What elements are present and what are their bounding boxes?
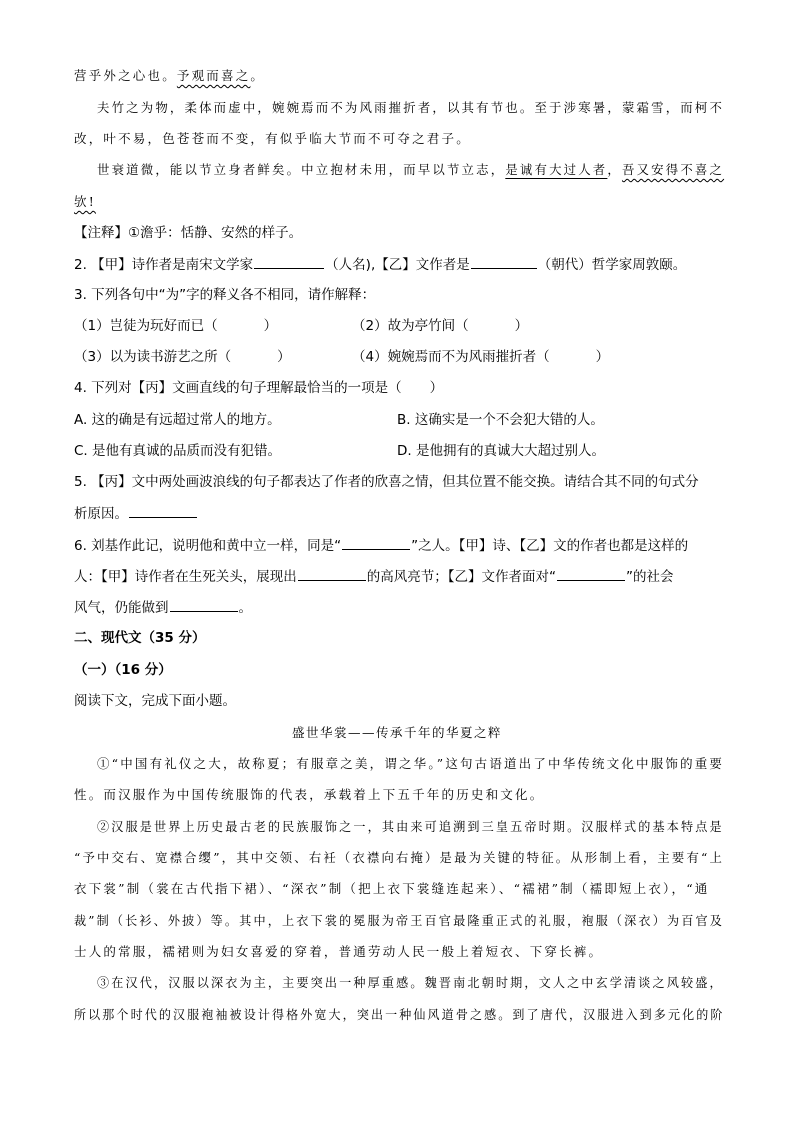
article-line: 所以那个时代的汉服袍袖被设计得格外宽大，突出一种仙风道骨之感。到了唐代，汉服进入到多元化的阶 xyxy=(74,1007,725,1022)
article-line: 性。而汉服作为中国传统服饰的代表，承载着上下五千年的历史和文化。 xyxy=(74,787,545,802)
instruction-text: 阅读下文，完成下面小题。 xyxy=(74,693,236,709)
option-c[interactable]: C. 是他有真诚的品质而没有犯错。 xyxy=(74,443,282,459)
option-text: （3）以为读书游艺之所（ xyxy=(74,349,232,365)
passage-text: 。 xyxy=(250,68,266,83)
article-line: ①“中国有礼仪之大，故称夏；有服章之美，谓之华。”这句古语道出了中华传统文化中服饰的重要 xyxy=(97,756,725,771)
question-3-option-1 xyxy=(74,316,277,336)
option-text: （4）婉婉焉而不为风雨摧折者（ xyxy=(352,349,550,365)
question-5-line: 5. 【丙】文中两处画波浪线的句子都表达了作者的欣喜之情，但其位置不能交换。请结合其不同的句式分 xyxy=(74,474,699,490)
option-text: ） xyxy=(277,349,291,365)
article-line: 衣下裳”制（裳在古代指下裙）、“深衣”制（把上衣下裳缝连起来）、“襦裙”制（襦即短上衣），“通 xyxy=(74,881,710,896)
passage-line xyxy=(97,160,724,180)
article-line: ③在汉代，汉服以深衣为主，主要突出一种厚重感。魏晋南北朝时期，文人之中玄学清谈之风较盛， xyxy=(97,975,724,990)
question-text: 6. 刘基作此记，说明他和黄中立一样，同是“ xyxy=(74,538,342,554)
passage-text: 世衰道微，能以节立身者鲜矣。中立抱材未用，而早以节立志， xyxy=(97,162,506,177)
question-3-option-3 xyxy=(74,347,291,367)
section-heading: 二、现代文（35 分） xyxy=(74,630,206,646)
question-text: 。 xyxy=(238,600,252,616)
article-line: ②汉服是世界上历史最古老的民族服饰之一，其由来可追溯到三皇五帝时期。汉服样式的基本特点是 xyxy=(97,819,724,834)
question-6-line xyxy=(74,566,674,587)
question-text: 2. 【甲】诗作者是南宋文学家 xyxy=(74,257,254,273)
answer-blank[interactable] xyxy=(342,535,410,550)
question-text: ”之人。【甲】诗、【乙】文的作者也都是这样的 xyxy=(411,538,689,554)
question-text: 析原因。 xyxy=(74,506,128,522)
wavy-underlined-sentence: 吾又安得不喜之 xyxy=(621,162,725,177)
question-3-option-2 xyxy=(352,316,528,336)
option-text: ） xyxy=(514,318,529,334)
article-line: 士人的常服，襦裙则为妇女喜爱的穿着，普通劳动人民一般上着短衣、下穿长裤。 xyxy=(74,944,604,959)
question-3-option-4 xyxy=(352,347,609,367)
option-d[interactable]: D. 是他拥有的真诚大大超过别人。 xyxy=(397,443,605,459)
answer-blank[interactable] xyxy=(298,566,366,581)
passage-line xyxy=(74,66,265,86)
question-2 xyxy=(74,254,686,275)
question-text: （朝代）哲学家周敦颐。 xyxy=(537,257,687,273)
passage-line xyxy=(74,192,96,212)
answer-blank[interactable] xyxy=(170,597,238,612)
answer-blank[interactable] xyxy=(557,566,625,581)
passage-line: 夫竹之为物，柔体而虚中，婉婉焉而不为风雨摧折者，以其有节也。至于涉寒暑，蒙霜雪，而柯不 xyxy=(97,100,725,115)
question-6-line xyxy=(74,535,688,556)
question-6-line xyxy=(74,597,252,618)
answer-blank[interactable] xyxy=(129,503,197,518)
passage-text: 营乎外之心也。 xyxy=(74,68,177,83)
question-5-line xyxy=(74,503,198,524)
option-b[interactable]: B. 这确实是一个不会犯大错的人。 xyxy=(397,412,604,428)
question-text: （人名),【乙】文作者是 xyxy=(325,257,470,273)
question-text: ） xyxy=(429,380,444,396)
question-4-stem xyxy=(74,378,443,398)
question-text: ”的社会 xyxy=(626,569,674,585)
wavy-underlined-sentence: 欤! xyxy=(74,194,96,209)
option-text: ） xyxy=(595,349,610,365)
subsection-heading: （一）（16 分） xyxy=(74,662,172,678)
question-text: 人：【甲】诗作者在生死关头，展现出 xyxy=(74,569,297,585)
article-line: “予中交右、宽襟合缨”，其中交领、右衽（衣襟向右掩）是最为关键的特征。从形制上看，主要有“上 xyxy=(74,850,724,865)
option-text: （2）故为亭竹间（ xyxy=(352,318,469,334)
article-line: 裁”制（长衫、外披）等。其中，上衣下裳的冕服为帝王百官最隆重正式的礼服，袍服（深衣）为百官及 xyxy=(74,913,724,928)
answer-blank[interactable] xyxy=(254,254,324,269)
passage-line: 改，叶不易，色苍苍而不变，有似乎临大节而不可夺之君子。 xyxy=(74,131,471,146)
answer-blank[interactable] xyxy=(471,254,537,269)
option-text: （1）岂徒为玩好而已（ xyxy=(74,318,218,334)
question-text: 风气，仍能做到 xyxy=(74,600,169,616)
annotation-note: 【注释】①澹乎：恬静、安然的样子。 xyxy=(74,225,303,241)
article-title: 盛世华裳——传承千年的华夏之粹 xyxy=(291,725,502,740)
straight-underlined-sentence: 是诚有大过人者 xyxy=(505,162,608,177)
option-text: ） xyxy=(263,318,278,334)
wavy-underlined-sentence: 予观而喜之 xyxy=(176,68,251,83)
option-a[interactable]: A. 这的确是有远超过常人的地方。 xyxy=(74,412,281,428)
question-3-stem: 3. 下列各句中“为”字的释义各不相同，请作解释： xyxy=(74,287,376,303)
passage-text: ， xyxy=(607,162,622,177)
question-text: 4. 下列对【丙】文画直线的句子理解最恰当的一项是（ xyxy=(74,380,402,396)
question-text: 的高风亮节；【乙】文作者面对“ xyxy=(366,569,556,585)
